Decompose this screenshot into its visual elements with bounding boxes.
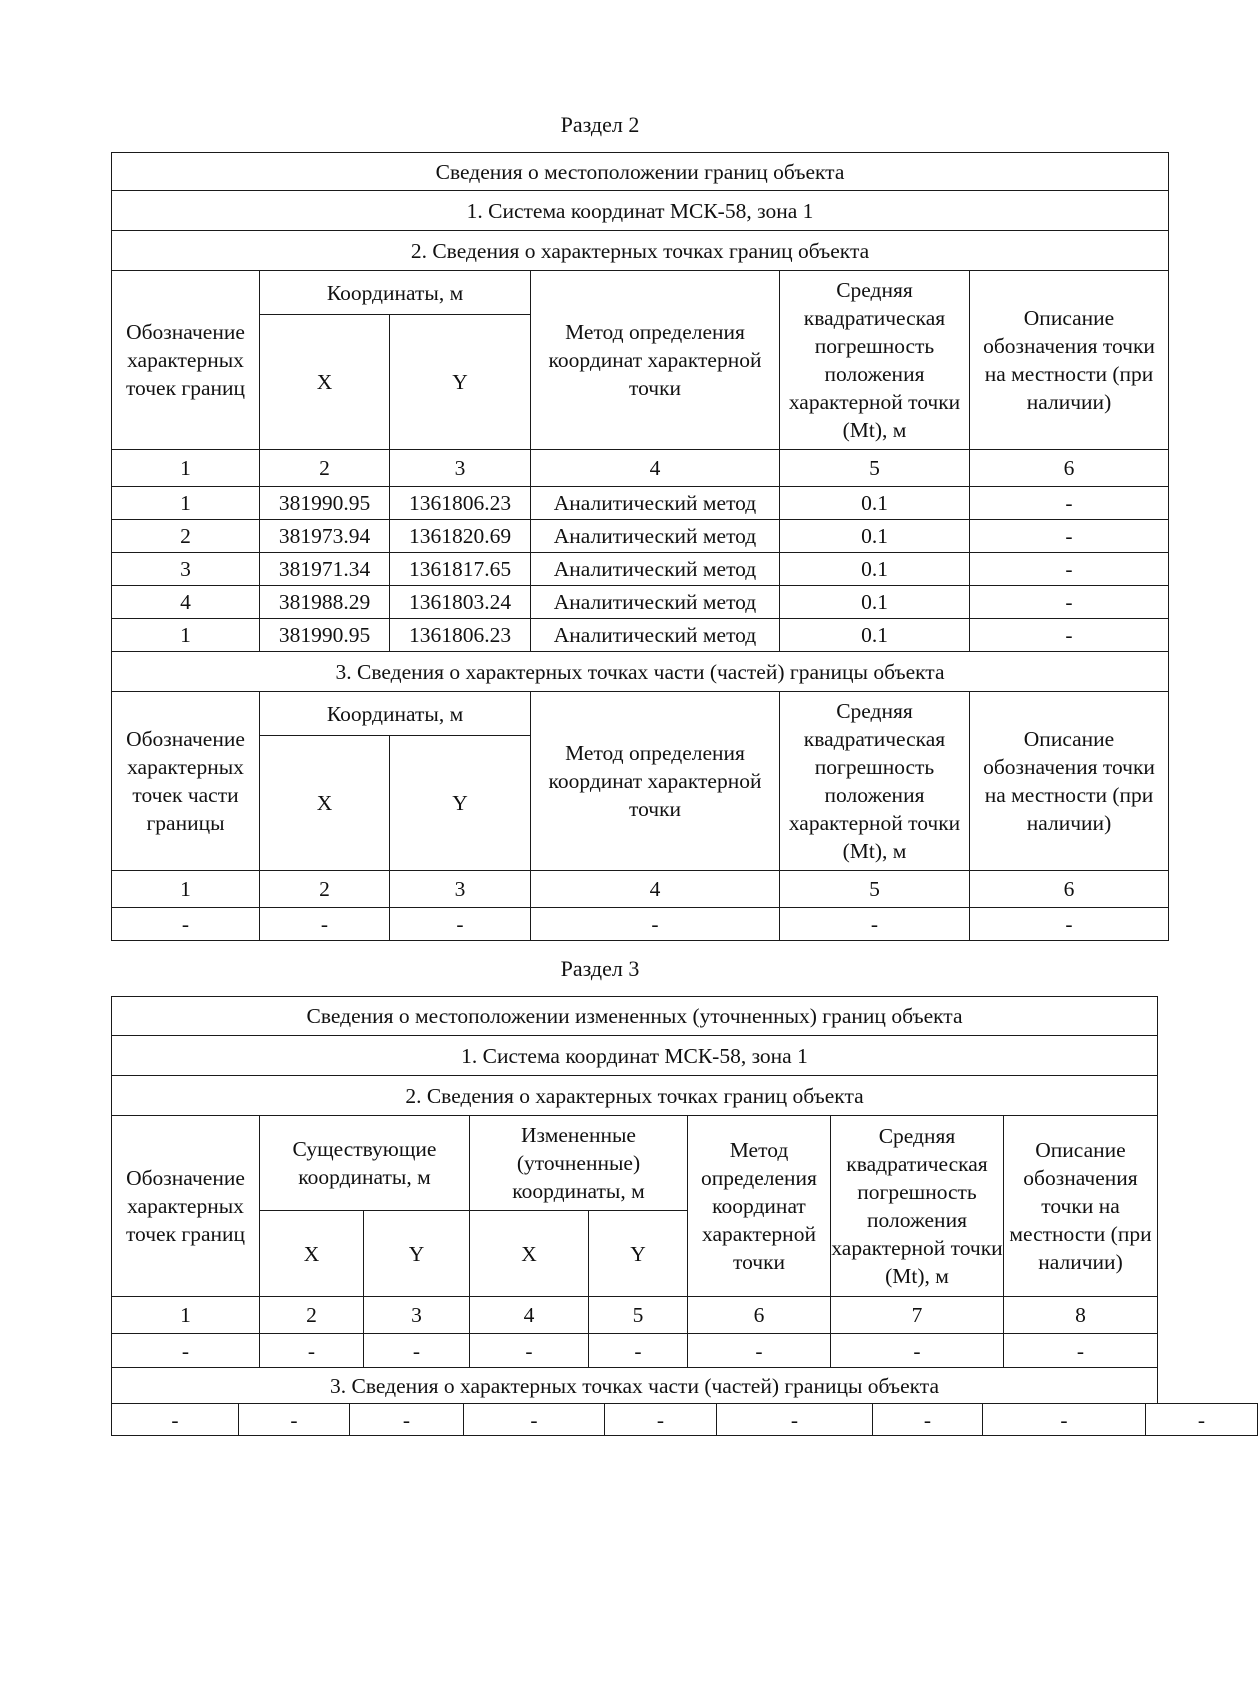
point-method: Аналитический метод xyxy=(531,487,780,520)
header-x: X xyxy=(470,1211,589,1297)
point-error: 0.1 xyxy=(780,487,970,520)
header-method: Метод определения координат характерной точки xyxy=(688,1116,831,1297)
point-method: Аналитический метод xyxy=(531,520,780,553)
cell-empty: - xyxy=(464,1404,605,1436)
point-error: 0.1 xyxy=(780,619,970,652)
header-y: Y xyxy=(364,1211,470,1297)
col-number: 5 xyxy=(780,450,970,487)
header-designation-part: Обозначение характерных точек части границы xyxy=(112,692,260,871)
col-number: 2 xyxy=(260,450,390,487)
section2-parts-title: 3. Сведения о характерных точках части (частей) границы объекта xyxy=(112,652,1169,692)
col-number: 5 xyxy=(780,871,970,908)
header-method: Метод определения координат характерной точки xyxy=(531,692,780,871)
col-number: 4 xyxy=(470,1297,589,1334)
col-number: 3 xyxy=(390,871,531,908)
cell-empty: - xyxy=(780,908,970,941)
header-description: Описание обозначения точки на местности (при наличии) xyxy=(970,692,1169,871)
header-y: Y xyxy=(589,1211,688,1297)
cell-empty: - xyxy=(112,1334,260,1368)
col-number: 6 xyxy=(688,1297,831,1334)
col-number: 1 xyxy=(112,450,260,487)
section3-table-parts xyxy=(111,1403,1258,1436)
point-id: 1 xyxy=(112,487,260,520)
table-row xyxy=(112,553,1169,586)
point-error: 0.1 xyxy=(780,586,970,619)
point-x: 381988.29 xyxy=(260,586,390,619)
col-number: 2 xyxy=(260,871,390,908)
cell-empty: - xyxy=(112,1404,239,1436)
table-row xyxy=(112,586,1169,619)
point-description: - xyxy=(970,586,1169,619)
table-row xyxy=(112,487,1169,520)
section2-points-title: 2. Сведения о характерных точках границ объекта xyxy=(112,231,1169,271)
table-row xyxy=(112,520,1169,553)
header-error: Средняя квадратическая погрешность положения характерной точки (Mt), м xyxy=(831,1116,1004,1297)
point-y: 1361806.23 xyxy=(390,619,531,652)
table-row xyxy=(112,1334,1158,1368)
section3-heading: Раздел 3 xyxy=(560,956,640,981)
point-y: 1361820.69 xyxy=(390,520,531,553)
header-designation: Обозначение характерных точек границ xyxy=(112,1116,260,1297)
cell-empty: - xyxy=(390,908,531,941)
header-method: Метод определения координат характерной точки xyxy=(531,271,780,450)
point-description: - xyxy=(970,487,1169,520)
cell-empty: - xyxy=(350,1404,464,1436)
section2-title: Сведения о местоположении границ объекта xyxy=(112,153,1169,191)
table-row xyxy=(112,619,1169,652)
col-number: 3 xyxy=(390,450,531,487)
point-x: 381990.95 xyxy=(260,619,390,652)
section3-parts-title: 3. Сведения о характерных точках части (частей) границы объекта xyxy=(112,1368,1158,1404)
point-y: 1361806.23 xyxy=(390,487,531,520)
section2-table xyxy=(111,152,1169,941)
col-number: 4 xyxy=(531,871,780,908)
point-y: 1361817.65 xyxy=(390,553,531,586)
cell-empty: - xyxy=(364,1334,470,1368)
point-id: 2 xyxy=(112,520,260,553)
header-designation: Обозначение характерных точек границ xyxy=(112,271,260,450)
cell-empty: - xyxy=(589,1334,688,1368)
section3-table-main xyxy=(111,996,1158,1404)
cell-empty: - xyxy=(831,1334,1004,1368)
col-number: 5 xyxy=(589,1297,688,1334)
col-number: 2 xyxy=(260,1297,364,1334)
cell-empty: - xyxy=(688,1334,831,1368)
col-number: 6 xyxy=(970,450,1169,487)
col-number: 6 xyxy=(970,871,1169,908)
col-number: 1 xyxy=(112,871,260,908)
cell-empty: - xyxy=(531,908,780,941)
cell-empty: - xyxy=(239,1404,350,1436)
header-x: X xyxy=(260,736,390,871)
header-changed-coordinates: Измененные (уточненные) координаты, м xyxy=(470,1116,688,1211)
header-y: Y xyxy=(390,315,531,450)
point-x: 381971.34 xyxy=(260,553,390,586)
section3-coordinate-system: 1. Система координат МСК-58, зона 1 xyxy=(112,1036,1158,1076)
col-number: 7 xyxy=(831,1297,1004,1334)
header-error: Средняя квадратическая погрешность положения характерной точки (Mt), м xyxy=(780,692,970,871)
col-number: 1 xyxy=(112,1297,260,1334)
cell-empty: - xyxy=(260,1334,364,1368)
point-description: - xyxy=(970,553,1169,586)
cell-empty: - xyxy=(605,1404,717,1436)
point-x: 381973.94 xyxy=(260,520,390,553)
point-method: Аналитический метод xyxy=(531,619,780,652)
point-y: 1361803.24 xyxy=(390,586,531,619)
point-method: Аналитический метод xyxy=(531,553,780,586)
header-x: X xyxy=(260,315,390,450)
table-row xyxy=(112,1404,1258,1436)
cell-empty: - xyxy=(470,1334,589,1368)
cell-empty: - xyxy=(1004,1334,1158,1368)
cell-empty: - xyxy=(1146,1404,1258,1436)
header-existing-coordinates: Существующие координаты, м xyxy=(260,1116,470,1211)
section3-title: Сведения о местоположении измененных (уточненных) границ объекта xyxy=(112,997,1158,1036)
col-number: 4 xyxy=(531,450,780,487)
point-error: 0.1 xyxy=(780,520,970,553)
col-number: 3 xyxy=(364,1297,470,1334)
section2-heading: Раздел 2 xyxy=(560,112,640,137)
point-x: 381990.95 xyxy=(260,487,390,520)
section2-coordinate-system: 1. Система координат МСК-58, зона 1 xyxy=(112,191,1169,231)
cell-empty: - xyxy=(983,1404,1146,1436)
cell-empty: - xyxy=(970,908,1169,941)
cell-empty: - xyxy=(260,908,390,941)
cell-empty: - xyxy=(112,908,260,941)
point-id: 4 xyxy=(112,586,260,619)
point-id: 1 xyxy=(112,619,260,652)
header-coordinates: Координаты, м xyxy=(260,692,531,736)
point-description: - xyxy=(970,520,1169,553)
cell-empty: - xyxy=(717,1404,873,1436)
point-id: 3 xyxy=(112,553,260,586)
header-coordinates: Координаты, м xyxy=(260,271,531,315)
cell-empty: - xyxy=(873,1404,983,1436)
header-y: Y xyxy=(390,736,531,871)
header-description: Описание обозначения точки на местности (при наличии) xyxy=(1004,1116,1158,1297)
point-description: - xyxy=(970,619,1169,652)
header-x: X xyxy=(260,1211,364,1297)
col-number: 8 xyxy=(1004,1297,1158,1334)
section3-points-title: 2. Сведения о характерных точках границ объекта xyxy=(112,1076,1158,1116)
header-error: Средняя квадратическая погрешность положения характерной точки (Mt), м xyxy=(780,271,970,450)
table-row xyxy=(112,908,1169,941)
point-method: Аналитический метод xyxy=(531,586,780,619)
point-error: 0.1 xyxy=(780,553,970,586)
header-description: Описание обозначения точки на местности (при наличии) xyxy=(970,271,1169,450)
